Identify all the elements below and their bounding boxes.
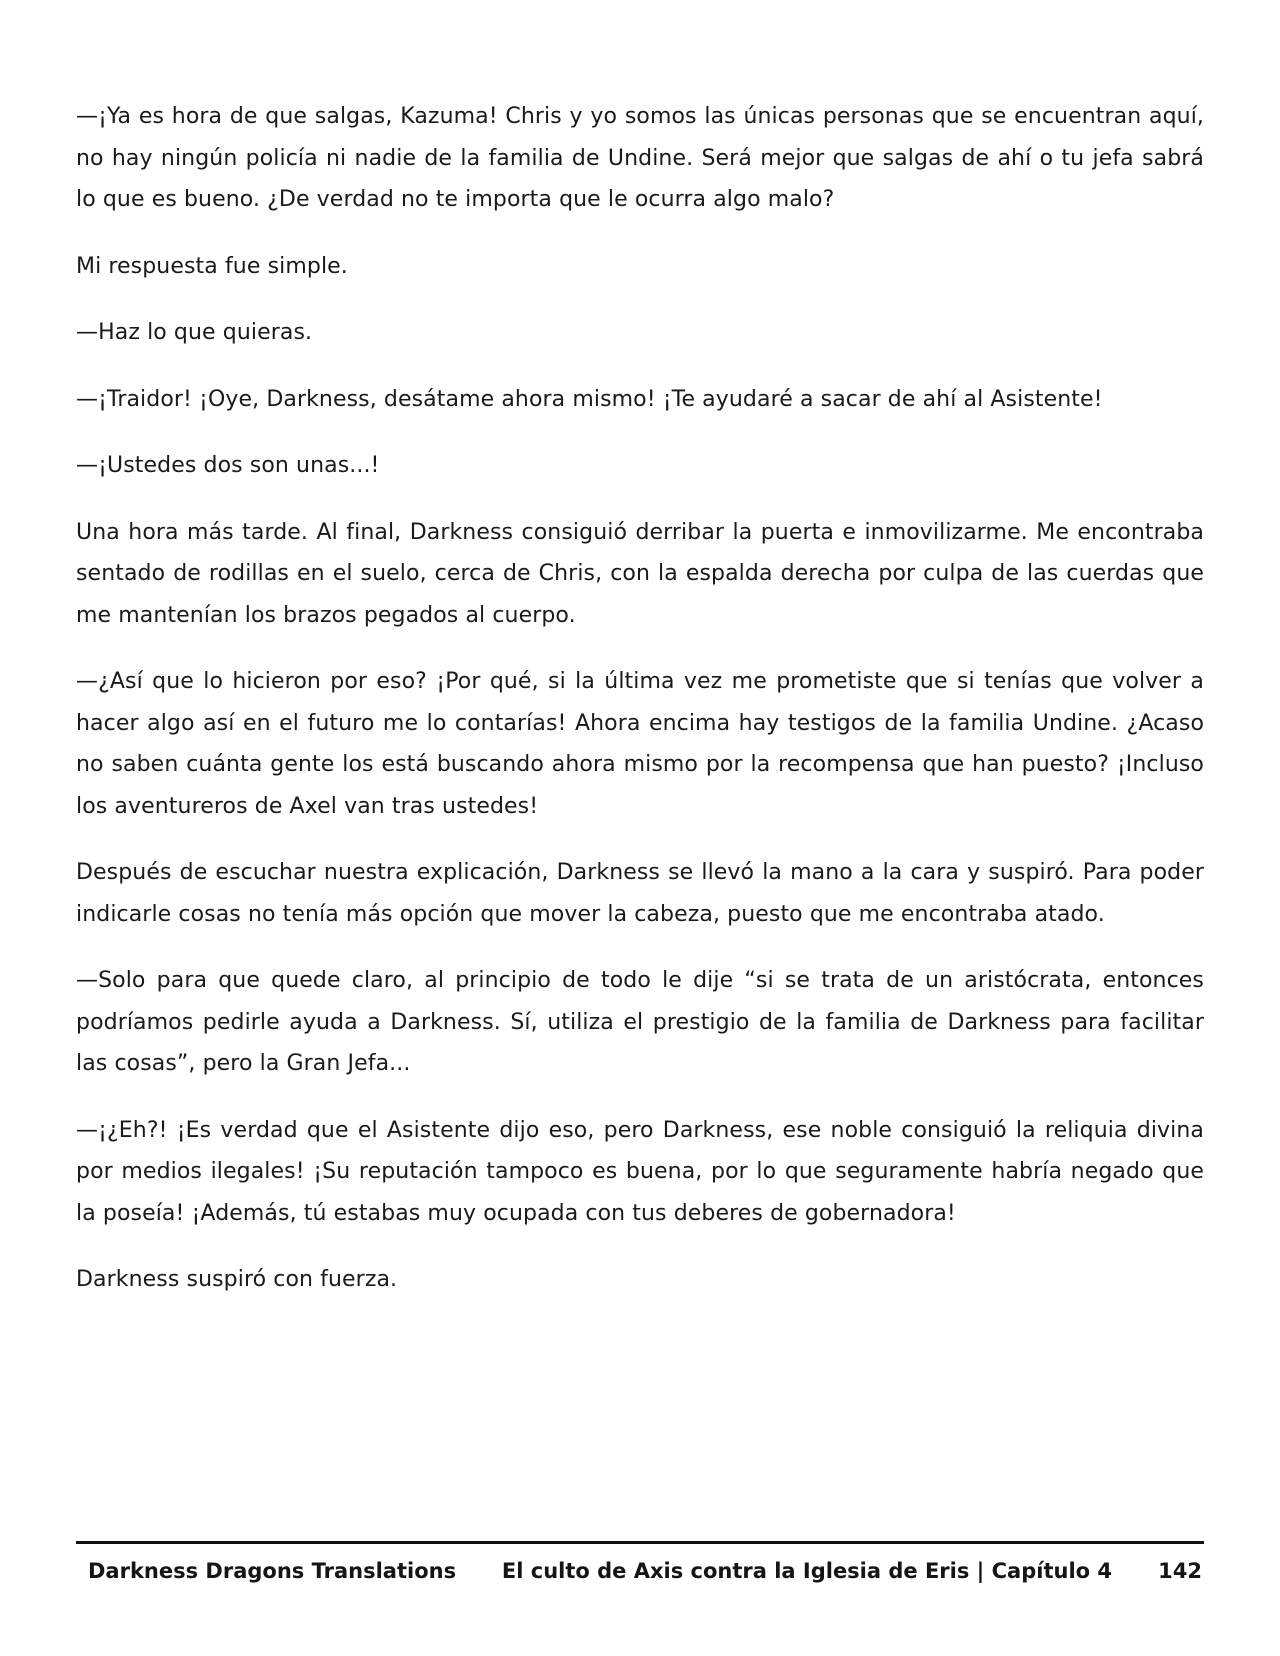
paragraph: Una hora más tarde. Al final, Darkness consiguió derribar la puerta e inmovilizarme. Me encontraba sentado de rodillas en el suelo, cerca de Chris, con la espalda derecha por culpa de las cuerdas que me mantenían los brazos pegados al cuerpo. [76,519,1204,628]
page-number: 142 [1158,1559,1202,1583]
paragraph: —¿Así que lo hicieron por eso? ¡Por qué, si la última vez me prometiste que si tenías que volver a hacer algo así en el futuro me lo contarías! Ahora encima hay testigos de la familia Undine. ¿Acaso no saben cuánta gente los está buscando ahora mismo por la recompensa que han puesto? ¡Incluso los aventureros de Axel van tras ustedes! [76,669,1204,819]
body-text [76,96,1204,1326]
footer-book-title: El culto de Axis contra la Iglesia de Eris | Capítulo 4 [501,1559,1112,1583]
page-footer [76,1541,1204,1600]
footer-group-name: Darkness Dragons Translations [88,1559,457,1583]
paragraph: —¡¿Eh?! ¡Es verdad que el Asistente dijo eso, pero Darkness, ese noble consiguió la reliquia divina por medios ilegales! ¡Su reputación tampoco es buena, por lo que seguramente habría negado que la poseía! ¡Además, tú estabas muy ocupada con tus deberes de gobernadora! [76,1117,1204,1226]
paragraph: —Haz lo que quieras. [76,320,313,345]
paragraph: —¡Ustedes dos son unas...! [76,453,380,478]
paragraph: Darkness suspiró con fuerza. [76,1267,398,1292]
paragraph: Después de escuchar nuestra explicación, Darkness se llevó la mano a la cara y suspiró. Para poder indicarle cosas no tenía más opción que mover la cabeza, puesto que me encontraba atado. [76,860,1204,927]
paragraph: —¡Traidor! ¡Oye, Darkness, desátame ahora mismo! ¡Te ayudaré a sacar de ahí al Asistente! [76,386,1103,412]
paragraph: —¡Ya es hora de que salgas, Kazuma! Chris y yo somos las únicas personas que se encuentran aquí, no hay ningún policía ni nadie de la familia de Undine. Será mejor que salgas de ahí o tu jefa sabrá lo que es bueno. ¿De verdad no te importa que le ocurra algo malo? [76,104,1204,212]
paragraph: Mi respuesta fue simple. [76,253,348,279]
paragraph: —Solo para que quede claro, al principio de todo le dije “si se trata de un aristócrata, entonces podríamos pedirle ayuda a Darkness. Sí, utiliza el prestigio de la familia de Darkness para facilitar las cosas”, pero la Gran Jefa... [76,968,1204,1076]
